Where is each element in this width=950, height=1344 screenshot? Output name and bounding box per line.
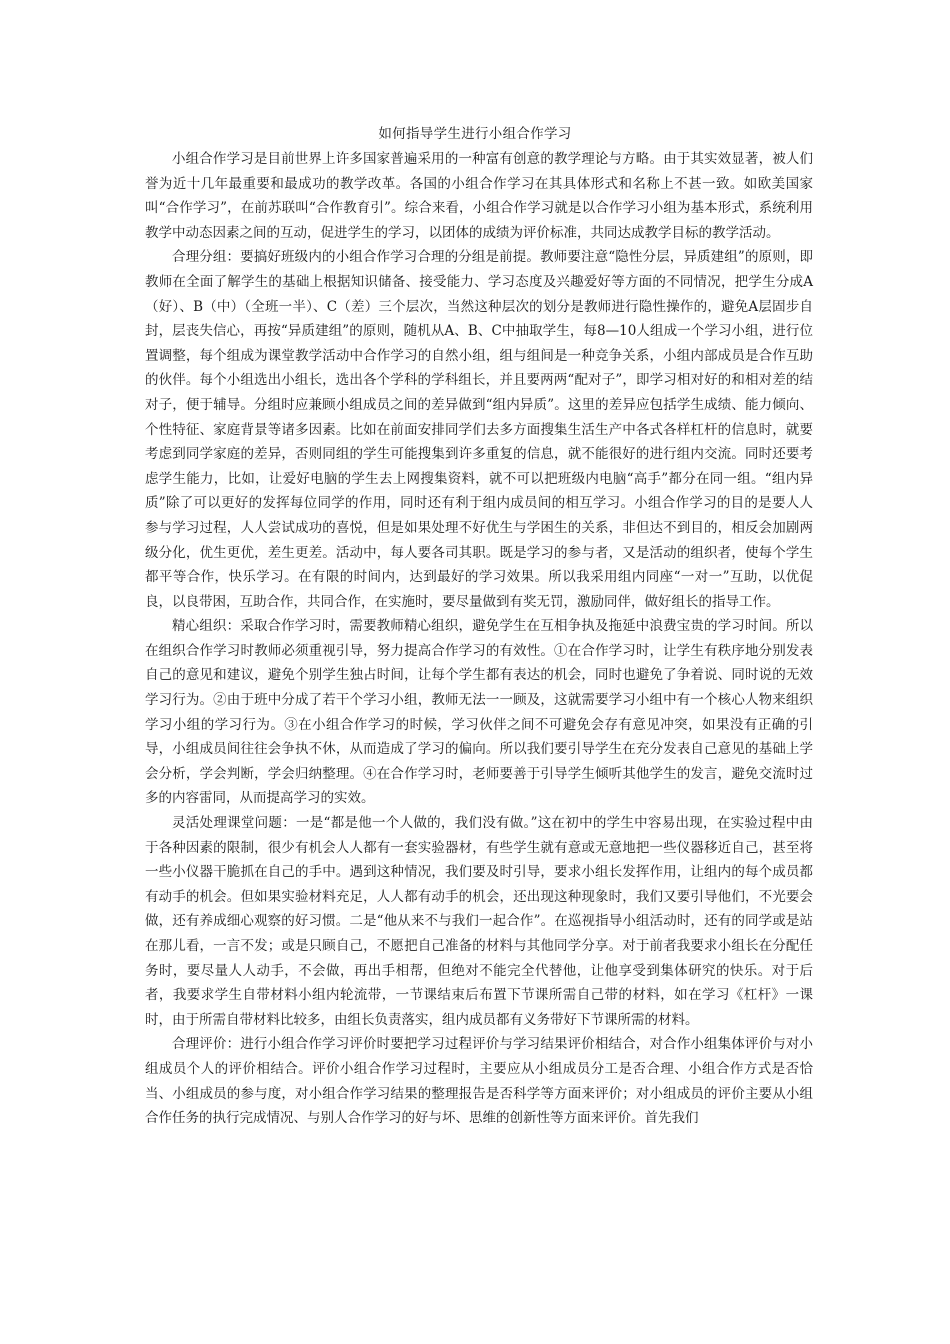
paragraph-intro: 小组合作学习是目前世界上许多国家普遍采用的一种富有创意的教学理论与方略。由于其实效显著，被人们誉为近十几年最重要和最成功的教学改革。各国的小组合作学习在其具体形式和名称上不甚一致。如欧美国家叫“合作学习”，在前苏联叫“合作教育引”。综合来看，小组合作学习就是以合作学习小组为基本形式，系统利用教学中动态因素之间的互动，促进学生的学习，以团体的成绩为评价标准，共同达成教学目标的教学活动。 bbox=[145, 151, 813, 241]
paragraph-classroom-issues: 灵活处理课堂问题：一是“都是他一个人做的，我们没有做。”这在初中的学生中容易出现，在实验过程中由于各种因素的限制，很少有机会人人都有一套实验器材，有些学生就有意或无意地把一些仪器移近自己，甚至将一些小仪器干脆抓在自己的手中。遇到这种情况，我们要及时引导，要求小组长发挥作用，让组内的每个成员都有动手的机会。但如果实验材料充足，人人都有动手的机会，还出现这种现象时，我们又要引导他们，不光要会做，还有养成细心观察的好习惯。二是“他从来不与我们一起合作”。在巡视指导小组活动时，还有的同学或是站在那儿看，一言不发；或是只顾自己，不愿把自己准备的材料与其他同学分享。对于前者我要求小组长在分配任务时，要尽量人人动手，不会做，再出手相帮，但绝对不能完全代替他，让他享受到集体研究的快乐。对于后者，我要求学生自带材料小组内轮流带，一节课结束后布置下节课所需自己带的材料，如在学习《杠杆》一课时，由于所需自带材料比较多，由组长负责落实，组内成员都有义务带好下节课所需的材料。 bbox=[145, 815, 813, 1028]
paragraph-organization: 精心组织：采取合作学习时，需要教师精心组织，避免学生在互相争执及拖延中浪费宝贵的学习时间。所以在组织合作学习时教师必须重视引导，努力提高合作学习的有效性。①在合作学习时，让学生有秩序地分别发表自己的意见和建议，避免个别学生独占时间，让每个学生都有表达的机会，同时也避免了争着说、同时说的无效学习行为。②由于班中分成了若干个学习小组，教师无法一一顾及，这就需要学习小组中有一个核心人物来组织学习小组的学习行为。③在小组合作学习的时候，学习伙伴之间不可避免会存有意见冲突，如果没有正确的引导，小组成员间往往会争执不休，从而造成了学习的偏向。所以我们要引导学生在充分发表自己意见的基础上学会分析，学会判断，学会归纳整理。④在合作学习时，老师要善于引导学生倾听其他学生的发言，避免交流时过多的内容雷同，从而提高学习的实效。 bbox=[145, 618, 813, 807]
document-title: 如何指导学生进行小组合作学习 bbox=[378, 126, 572, 142]
paragraph-evaluation: 合理评价：进行小组合作学习评价时要把学习过程评价与学习结果评价相结合，对合作小组集体评价与对小组成员个人的评价相结合。评价小组合作学习过程时，主要应从小组成员分工是否合理、小组合作方式是否恰当、小组成员的参与度，对小组合作学习结果的整理报告是否科学等方面来评价；对小组成员的评价主要从小组合作任务的执行完成情况、与别人合作学习的好与坏、思维的创新性等方面来评价。首先我们 bbox=[145, 1036, 813, 1127]
paragraph-grouping: 合理分组：要搞好班级内的小组合作学习合理的分组是前提。教师要注意“隐性分层，异质建组”的原则，即教师在全面了解学生的基础上根据知识储备、接受能力、学习态度及兴趣爱好等方面的不同情况，把学生分成A（好）、B（中）（全班一半）、C（差）三个层次，当然这种层次的划分是教师进行隐性操作的，避免A层固步自封，层丧失信心，再按“异质建组”的原则，随机从A、B、C中抽取学生，每8—10人组成一个学习小组，进行位置调整，每个组成为课堂教学活动中合作学习的自然小组，组与组间是一种竞争关系，小组内部成员是合作互助的伙伴。每个小组选出小组长，选出各个学科的学科组长，并且要两两“配对子”，即学习相对好的和相对差的结对子，便于辅导。分组时应兼顾小组成员之间的差异做到“组内异质”。这里的差异应包括学生成绩、能力倾向、个性特征、家庭背景等诸多因素。比如在前面安排同学们去多方面搜集生活生产中各式各样杠杆的信息时，就要考虑到同学家庭的差异，否则同组的学生可能搜集到许多重复的信息，就不能很好的进行组内交流。同时还要考虑学生能力，比如，让爱好电脑的学生去上网搜集资料，就不可以把班级内电脑“高手”都分在同一组。“组内异质”除了可以更好的发挥每位同学的作用，同时还有利于组内成员间的相互学习。小组合作学习的目的是要人人参与学习过程，人人尝试成功的喜悦，但是如果处理不好优生与学困生的关系，非但达不到目的，相反会加剧两级分化，优生更优，差生更差。活动中，每人要各司其职。既是学习的参与者，又是活动的组织者，使每个学生都平等合作，快乐学习。在有限的时间内，达到最好的学习效果。所以我采用组内同座“一对一”互助，以优促良，以良带困，互助合作，共同合作，在实施时，要尽量做到有奖无罚，激励同伴，做好组长的指导工作。 bbox=[145, 249, 813, 610]
document-body bbox=[145, 147, 813, 1131]
